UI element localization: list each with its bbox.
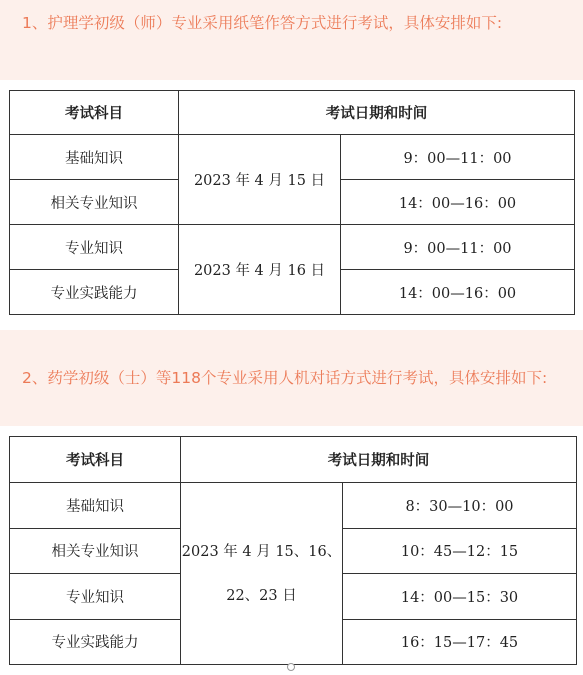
header-subject: 考试科目: [10, 437, 181, 483]
time-cell: 10：45—12：15: [343, 528, 577, 574]
subject-cell: 基础知识: [10, 483, 181, 529]
scroll-indicator-dot: [287, 663, 295, 671]
time-cell: 9：00—11：00: [341, 135, 575, 180]
header-datetime: 考试日期和时间: [181, 437, 577, 483]
subject-cell: 基础知识: [10, 135, 179, 180]
subject-cell: 专业知识: [10, 574, 181, 620]
time-cell: 8：30—10：00: [343, 483, 577, 529]
time-cell: 16：15—17：45: [343, 619, 577, 665]
time-cell: 14：00—16：00: [341, 270, 575, 315]
computer-exam-schedule-table: [9, 436, 577, 665]
date-cell: 2023 年 4 月 15 日: [179, 135, 341, 225]
table-header-row: [10, 91, 575, 135]
subject-cell: 专业知识: [10, 225, 179, 270]
time-cell: 9：00—11：00: [341, 225, 575, 270]
subject-cell: 专业实践能力: [10, 270, 179, 315]
subject-cell: 相关专业知识: [10, 528, 181, 574]
table-row: [10, 483, 577, 529]
section2-intro: 2、药学初级（士）等118个专业采用人机对话方式进行考试，具体安排如下:: [0, 330, 583, 426]
header-subject: 考试科目: [10, 91, 179, 135]
table-header-row: [10, 437, 577, 483]
subject-cell: 专业实践能力: [10, 619, 181, 665]
time-cell: 14：00—16：00: [341, 180, 575, 225]
date-cell: [181, 483, 343, 665]
table-row: [10, 225, 575, 270]
written-exam-schedule-table: [9, 90, 575, 315]
date-line: 2023 年 4 月 15、16、: [181, 543, 342, 560]
time-cell: 14：00—15：30: [343, 574, 577, 620]
table-row: [10, 135, 575, 180]
date-line: 22、23 日: [226, 587, 297, 604]
subject-cell: 相关专业知识: [10, 180, 179, 225]
header-datetime: 考试日期和时间: [179, 91, 575, 135]
date-cell: 2023 年 4 月 16 日: [179, 225, 341, 315]
section1-intro: 1、护理学初级（师）专业采用纸笔作答方式进行考试，具体安排如下:: [0, 0, 583, 80]
